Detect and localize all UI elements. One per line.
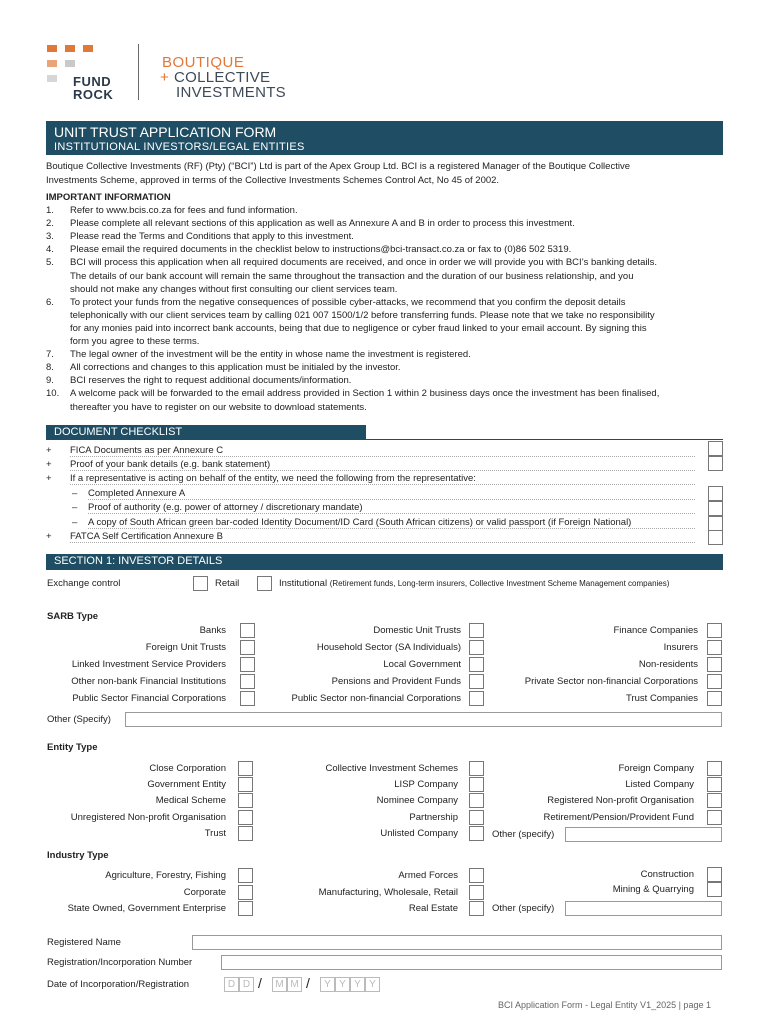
list-item-line: Please email the required documents in the checklist below to instructions@bci-transact.co.za or fax to (0)86 502 5319. — [70, 244, 572, 256]
reg-number-input[interactable] — [221, 955, 722, 970]
sarb-option-label: Private Sector non-financial Corporations — [524, 676, 698, 687]
checklist-item-label: Proof of authority (e.g. power of attorney / discretionary mandate) — [88, 502, 363, 513]
entity-checkbox[interactable] — [238, 793, 253, 808]
dotted-leader — [88, 512, 695, 514]
sarb-option-label: Banks — [199, 625, 226, 636]
industry-option-label: Mining & Quarrying — [612, 884, 694, 895]
sarb-checkbox[interactable] — [469, 674, 484, 689]
sarb-checkbox[interactable] — [469, 691, 484, 706]
entity-checkbox[interactable] — [469, 761, 484, 776]
entity-option-label: Nominee Company — [376, 795, 458, 806]
sarb-checkbox[interactable] — [707, 640, 722, 655]
dotted-leader — [70, 483, 695, 485]
entity-checkbox[interactable] — [469, 793, 484, 808]
entity-heading: Entity Type — [47, 742, 98, 753]
checklist-heading: DOCUMENT CHECKLIST — [46, 425, 366, 440]
institutional-label-text: Institutional — [279, 578, 328, 589]
exchange-control-label: Exchange control — [47, 578, 121, 589]
date-cell-input[interactable]: Y — [335, 977, 350, 992]
dotted-leader — [70, 455, 695, 457]
sarb-option-label: Other non-bank Financial Institutions — [71, 676, 226, 687]
checklist-item-label: Proof of your bank details (e.g. bank statement) — [70, 459, 271, 470]
entity-checkbox[interactable] — [238, 761, 253, 776]
sarb-checkbox[interactable] — [240, 623, 255, 638]
entity-option-label: Collective Investment Schemes — [325, 763, 458, 774]
date-cell-input[interactable]: Y — [320, 977, 335, 992]
logo-square — [65, 60, 75, 67]
entity-checkbox[interactable] — [469, 777, 484, 792]
entity-option-label: Partnership — [409, 812, 458, 823]
checklist-item-label: Completed Annexure A — [88, 488, 186, 499]
list-item-line: To protect your funds from the negative consequences of possible cyber-attacks, we recommend that you confirm the deposit details — [70, 296, 626, 308]
date-cell-input[interactable]: Y — [350, 977, 365, 992]
entity-checkbox[interactable] — [469, 810, 484, 825]
sarb-checkbox[interactable] — [240, 640, 255, 655]
entity-checkbox[interactable] — [707, 810, 722, 825]
sarb-checkbox[interactable] — [707, 657, 722, 672]
sarb-checkbox[interactable] — [240, 691, 255, 706]
industry-other-label: Other (specify) — [492, 903, 555, 914]
industry-other-input[interactable] — [565, 901, 722, 916]
checklist-item-label: A copy of South African green bar-coded Identity Document/ID Card (South African citizens) or valid passport (if Foreign National) — [88, 517, 632, 528]
logo-square — [47, 45, 57, 52]
reg-number-label: Registration/Incorporation Number — [47, 957, 193, 968]
fundrock-text-1: FUND — [73, 74, 112, 89]
industry-checkbox[interactable] — [469, 901, 484, 916]
checklist-checkbox[interactable] — [708, 530, 723, 545]
sarb-checkbox[interactable] — [469, 657, 484, 672]
form-subtitle: INSTITUTIONAL INVESTORS/LEGAL ENTITIES — [54, 141, 305, 153]
intro-line-2: Investments Scheme, approved in terms of the Collective Investments Schemes Control Act, No 45 of 2002. — [46, 175, 500, 186]
sarb-checkbox[interactable] — [240, 674, 255, 689]
date-separator: / — [258, 975, 262, 991]
entity-option-label: LISP Company — [394, 779, 458, 790]
industry-option-label: Manufacturing, Wholesale, Retail — [318, 887, 458, 898]
entity-other-input[interactable] — [565, 827, 722, 842]
bullet: + — [46, 459, 52, 470]
sarb-option-label: Domestic Unit Trusts — [373, 625, 461, 636]
checklist-checkbox[interactable] — [708, 456, 723, 471]
dotted-leader — [70, 541, 695, 543]
industry-option-label: Corporate — [183, 887, 226, 898]
sarb-option-label: Public Sector Financial Corporations — [72, 693, 226, 704]
list-item-line: Please read the Terms and Conditions that apply to this investment. — [70, 231, 354, 243]
industry-heading: Industry Type — [47, 850, 109, 861]
bci-text-1: BOUTIQUE — [162, 54, 245, 71]
list-item-line: thereafter you have to register on our website to download statements. — [70, 401, 367, 413]
industry-checkbox[interactable] — [469, 868, 484, 883]
entity-option-label: Retirement/Pension/Provident Fund — [543, 812, 694, 823]
logo-square — [83, 45, 93, 52]
sarb-option-label: Foreign Unit Trusts — [145, 642, 226, 653]
industry-option-label: Agriculture, Forestry, Fishing — [105, 870, 226, 881]
sarb-option-label: Linked Investment Service Providers — [71, 659, 226, 670]
checklist-item-label: FATCA Self Certification Annexure B — [70, 531, 223, 542]
list-item-line: form you agree to these terms. — [70, 336, 200, 347]
entity-checkbox[interactable] — [238, 826, 253, 841]
sarb-option-label: Local Government — [383, 659, 461, 670]
date-cell-input[interactable]: Y — [365, 977, 380, 992]
industry-checkbox[interactable] — [238, 868, 253, 883]
other-specify-label: Other (Specify) — [47, 714, 111, 725]
entity-option-label: Government Entity — [147, 779, 226, 790]
bullet: + — [46, 531, 52, 542]
industry-checkbox[interactable] — [238, 901, 253, 916]
list-item-line: Refer to www.bcis.co.za for fees and fund information. — [70, 205, 298, 216]
entity-other-label: Other (specify) — [492, 829, 555, 840]
list-item-line: BCI reserves the right to request additional documents/information. — [70, 375, 352, 387]
sarb-checkbox[interactable] — [707, 691, 722, 706]
checklist-checkbox[interactable] — [708, 516, 723, 531]
list-item-line: for any monies paid into incorrect bank accounts, being that due to negligence or cyber fraud linked to your email account. By signing this — [70, 322, 647, 334]
registered-name-label: Registered Name — [47, 937, 121, 948]
entity-option-label: Medical Scheme — [155, 795, 226, 806]
dotted-leader — [88, 527, 695, 529]
list-number: 3. — [46, 231, 54, 243]
list-number: 10. — [46, 388, 60, 400]
form-title: UNIT TRUST APPLICATION FORM — [54, 124, 277, 140]
checklist-item-label: FICA Documents as per Annexure C — [70, 445, 224, 456]
page-footer: BCI Application Form - Legal Entity V1_2025 | page 1 — [498, 1000, 711, 1010]
sarb-checkbox[interactable] — [469, 623, 484, 638]
entity-option-label: Unlisted Company — [380, 828, 458, 839]
bci-text-3: INVESTMENTS — [176, 84, 286, 101]
sarb-checkbox[interactable] — [469, 640, 484, 655]
bullet: – — [72, 502, 78, 513]
sarb-option-label: Household Sector (SA Individuals) — [316, 642, 461, 653]
sarb-option-label: Pensions and Provident Funds — [331, 676, 461, 687]
date-separator: / — [306, 975, 310, 991]
entity-checkbox[interactable] — [238, 810, 253, 825]
list-number: 8. — [46, 362, 54, 374]
institutional-label — [279, 578, 669, 590]
industry-option-label: State Owned, Government Enterprise — [67, 903, 226, 914]
industry-option-label: Construction — [640, 869, 694, 880]
sarb-checkbox[interactable] — [240, 657, 255, 672]
sarb-option-label: Trust Companies — [626, 693, 698, 704]
logo-square — [47, 75, 57, 82]
institutional-checkbox[interactable] — [257, 576, 272, 591]
registered-name-input[interactable] — [192, 935, 722, 950]
date-cell-input[interactable]: D — [224, 977, 239, 992]
checklist-checkbox[interactable] — [708, 501, 723, 516]
checklist-checkbox[interactable] — [708, 486, 723, 501]
date-cell-input[interactable]: M — [272, 977, 287, 992]
entity-checkbox[interactable] — [707, 777, 722, 792]
sarb-checkbox[interactable] — [707, 623, 722, 638]
entity-option-label: Unregistered Non-profit Organisation — [70, 812, 226, 823]
list-item-line: BCI will process this application when all required documents are received, and once in order we will provide you with BCI’s banking details. — [70, 257, 658, 269]
checklist-checkbox[interactable] — [708, 441, 723, 456]
institutional-note: (Retirement funds, Long-term insurers, Collective Investment Scheme Management companies) — [329, 579, 670, 588]
form-title-bar — [46, 121, 723, 155]
date-cell-input[interactable]: D — [239, 977, 254, 992]
sarb-option-label: Insurers — [663, 642, 698, 653]
retail-label: Retail — [215, 578, 240, 589]
sarb-option-label: Non-residents — [638, 659, 698, 670]
fundrock-text-2: ROCK — [73, 87, 114, 102]
checklist-item-label: If a representative is acting on behalf of the entity, we need the following from the representative: — [70, 473, 476, 484]
list-item-line: A welcome pack will be forwarded to the email address provided in Section 1 within 2 business days once the investment has been finalised, — [70, 388, 660, 400]
entity-checkbox[interactable] — [469, 826, 484, 841]
list-number: 6. — [46, 296, 54, 308]
important-heading: IMPORTANT INFORMATION — [46, 192, 171, 203]
sarb-option-label: Public Sector non-financial Corporations — [291, 693, 461, 704]
list-number: 1. — [46, 205, 54, 216]
industry-checkbox[interactable] — [707, 867, 722, 882]
list-number: 5. — [46, 257, 54, 269]
entity-option-label: Trust — [204, 828, 226, 839]
industry-option-label: Real Estate — [408, 903, 458, 914]
sarb-option-label: Finance Companies — [613, 625, 698, 636]
list-number: 9. — [46, 375, 54, 387]
list-number: 7. — [46, 349, 54, 361]
list-item-line: Please complete all relevant sections of this application as well as Annexure A and B in order to process this investment. — [70, 218, 575, 230]
bci-text-2: COLLECTIVE — [174, 69, 271, 86]
list-number: 2. — [46, 218, 54, 230]
plus-icon: + — [160, 69, 169, 86]
logo-square — [65, 45, 75, 52]
logo-square — [47, 60, 57, 67]
bullet: – — [72, 517, 78, 528]
industry-checkbox[interactable] — [238, 885, 253, 900]
list-item-line: All corrections and changes to this application must be initialed by the investor. — [70, 362, 401, 374]
bullet: – — [72, 488, 78, 499]
entity-option-label: Registered Non-profit Organisation — [547, 795, 694, 806]
logo-divider — [138, 44, 139, 100]
entity-checkbox[interactable] — [707, 761, 722, 776]
intro-line-1: Boutique Collective Investments (RF) (Pty) (“BCI”) Ltd is part of the Apex Group Ltd. BCI is a registered Manager of the Boutique Collective — [46, 161, 630, 172]
date-cell-input[interactable]: M — [287, 977, 302, 992]
section1-heading: SECTION 1: INVESTOR DETAILS — [46, 554, 723, 570]
date-label: Date of Incorporation/Registration — [47, 979, 190, 990]
list-item-line: The details of our bank account will remain the same throughout the transaction and the duration of our business relationship, and you — [70, 270, 634, 282]
industry-option-label: Armed Forces — [398, 870, 458, 881]
bullet: + — [46, 473, 52, 484]
sarb-heading: SARB Type — [47, 611, 99, 622]
bullet: + — [46, 445, 52, 456]
entity-option-label: Listed Company — [625, 779, 694, 790]
list-number: 4. — [46, 244, 54, 256]
entity-checkbox[interactable] — [238, 777, 253, 792]
entity-option-label: Foreign Company — [618, 763, 694, 774]
industry-checkbox[interactable] — [469, 885, 484, 900]
retail-checkbox[interactable] — [193, 576, 208, 591]
entity-checkbox[interactable] — [707, 793, 722, 808]
list-item-line: telephonically with our client services team by calling 021 007 1500/1/2 before transferring funds. Please note that we take no responsibility — [70, 309, 655, 321]
list-item-line: should not make any changes without first consulting our client services team. — [70, 283, 398, 295]
section-line — [46, 439, 723, 440]
entity-option-label: Close Corporation — [149, 763, 226, 774]
sarb-other-input[interactable] — [125, 712, 722, 727]
sarb-checkbox[interactable] — [707, 674, 722, 689]
dotted-leader — [70, 469, 695, 471]
dotted-leader — [88, 498, 695, 500]
list-item-line: The legal owner of the investment will be the entity in whose name the investment is registered. — [70, 349, 471, 361]
industry-checkbox[interactable] — [707, 882, 722, 897]
